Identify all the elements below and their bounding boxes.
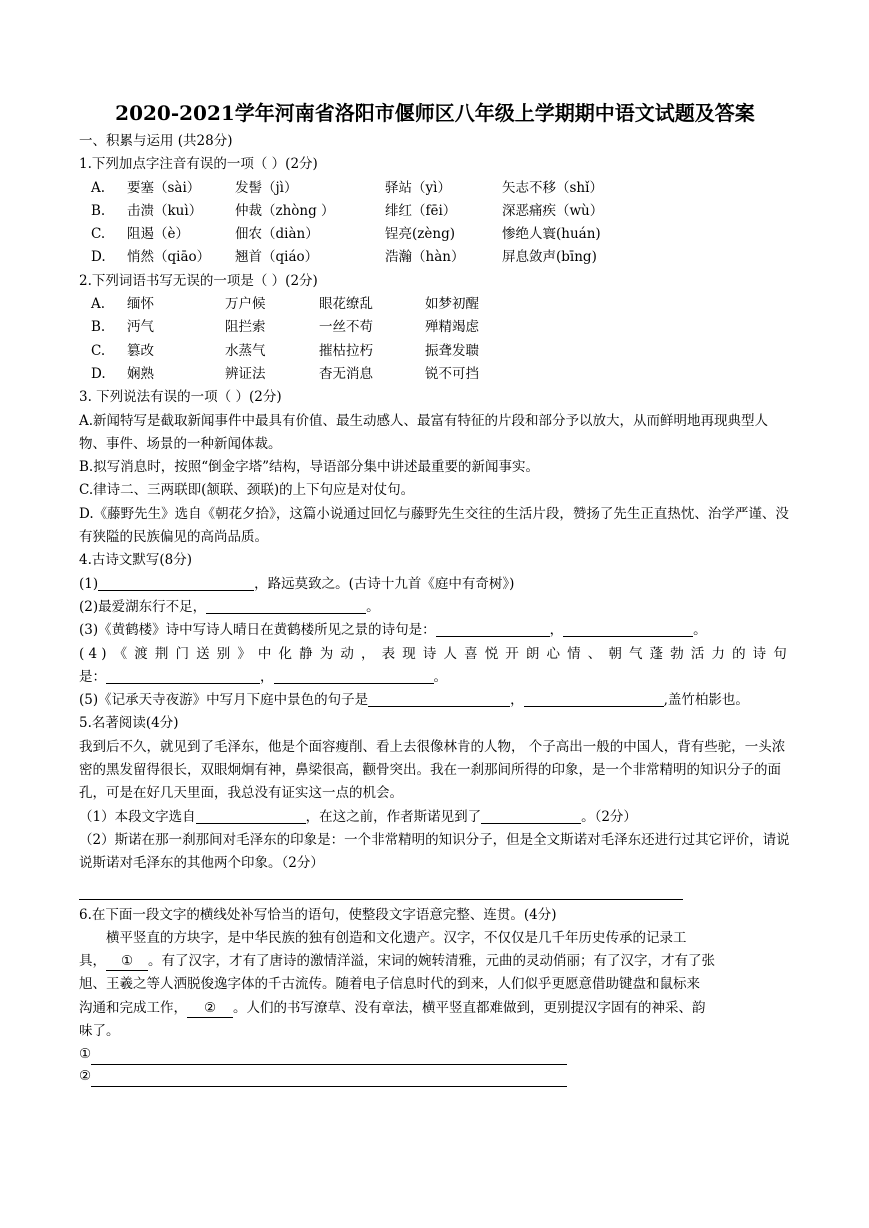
- option-item: 万户候: [225, 296, 266, 313]
- option-label: C.: [91, 342, 106, 359]
- answer-blank[interactable]: [98, 574, 254, 591]
- option-item: 屏息敛声(bīng): [502, 249, 597, 266]
- question-2-stem: 2.下列词语书写无误的一项是（ ）(2分): [79, 272, 318, 289]
- answer-row-1: [79, 1043, 791, 1065]
- q3-option-c: C.律诗二、三两联即(颔联、颈联)的上下句应是对仗句。: [79, 482, 415, 499]
- q5-passage: 我到后不久，就见到了毛泽东，他是个面容瘦削、看上去很像林肯的人物， 个子高出一般的中国人，背有些驼，一头浓密的黑发留得很长，双眼炯炯有神，鼻梁很高，颧骨突出。我在一刹那间所得的印象，是一个非常精明的知识分子的面孔，可是在好几天里面，我总没有证实这一点的机会。: [79, 738, 786, 802]
- q1-option-b: [79, 200, 791, 223]
- q4-line-3: [79, 619, 791, 642]
- option-item: 要塞（sài）: [127, 179, 201, 196]
- answer-label: ②: [79, 1068, 92, 1085]
- option-item: 惨绝人寰(huán): [502, 226, 601, 243]
- line-text: 。有了汉字，才有了唐诗的激情洋溢，宋词的婉转清雅，元曲的灵动俏丽；有了汉字，才有了张: [148, 953, 715, 970]
- option-item: 阻拦索: [225, 319, 266, 336]
- line-text: ，: [510, 692, 524, 709]
- line-text: 是：: [79, 668, 106, 685]
- option-item: 锐不可挡: [425, 365, 479, 382]
- option-label: A.: [91, 296, 106, 313]
- question-6-stem: 6.在下面一段文字的横线处补写恰当的语句，使整段文字语意完整、连贯。(4分): [79, 906, 557, 923]
- option-item: 如梦初醒: [425, 296, 479, 313]
- blank-marker-2[interactable]: ②: [187, 999, 233, 1018]
- answer-line[interactable]: [91, 1070, 567, 1087]
- line-text: 。: [433, 668, 447, 685]
- answer-blank[interactable]: [481, 807, 581, 824]
- q3-option-a: A.新闻特写是截取新闻事件中最具有价值、最生动感人、最富有特征的片段和部分予以放大，从而鲜明地再现典型人物、事件、场景的一种新闻体裁。: [79, 412, 769, 452]
- q4-line-2: [79, 596, 791, 619]
- q6-line-5: 味了。: [79, 1022, 120, 1039]
- option-item: 矢志不移（shǐ）: [502, 179, 603, 196]
- exam-page: [79, 100, 791, 1087]
- line-text: ,盖竹柏影也。: [663, 692, 749, 709]
- question-3-stem: 3. 下列说法有误的一项（ ）(2分): [79, 389, 282, 406]
- q2-option-b: [79, 316, 791, 339]
- answer-blank[interactable]: [563, 620, 693, 637]
- line-text: 沟通和完成工作，: [79, 999, 187, 1016]
- answer-blank[interactable]: [368, 690, 510, 707]
- option-item: 驿站（yì）: [385, 179, 451, 196]
- option-item: 眼花缭乱: [319, 296, 373, 313]
- line-text: (2)最爱湖东行不足，: [79, 598, 207, 615]
- line-text: 。（2分）: [581, 808, 637, 825]
- option-label: D.: [91, 249, 106, 266]
- answer-blank[interactable]: [106, 667, 260, 684]
- option-item: 摧枯拉朽: [319, 342, 373, 359]
- q1-option-c: [79, 223, 791, 246]
- q6-line-4: [79, 997, 791, 1020]
- option-item: 浩瀚（hàn）: [385, 249, 465, 266]
- answer-row-2: [79, 1065, 791, 1087]
- option-item: 佃农（diàn）: [235, 226, 319, 243]
- q1-option-d: [79, 246, 791, 269]
- answer-blank[interactable]: [196, 807, 306, 824]
- option-label: B.: [91, 202, 106, 219]
- page-title: 2020-2021学年河南省洛阳市偃师区八年级上学期期中语文试题及答案: [115, 101, 755, 125]
- section-heading: 一、积累与运用 (共28分): [79, 133, 233, 149]
- option-item: 发髻（jì）: [235, 179, 298, 196]
- option-item: 击溃（kuì）: [127, 202, 203, 219]
- option-item: 殚精竭虑: [425, 319, 479, 336]
- q4-line-1: [79, 573, 791, 596]
- q3-option-b: B.拟写消息时，按照“倒金字塔”结构，导语部分集中讲述最重要的新闻事实。: [79, 459, 540, 476]
- option-item: 翘首（qiáo）: [235, 249, 319, 266]
- option-item: 振聋发聩: [425, 342, 479, 359]
- q6-line-2: [79, 950, 791, 973]
- q5-sub-1: [79, 806, 791, 829]
- q4-line-5: [79, 689, 791, 712]
- option-item: 娴熟: [127, 365, 154, 382]
- line-text: ，: [260, 668, 274, 685]
- q2-option-d: [79, 363, 791, 386]
- q5-sub-2: （2）斯诺在那一刹那间对毛泽东的印象是：一个非常精明的知识分子，但是全文斯诺对毛泽东还进行过其它评价，请说说斯诺对毛泽东的其他两个印象。（2分）: [79, 831, 790, 872]
- option-item: 悄然（qiāo）: [127, 249, 211, 266]
- q6-line-3: 旭、王羲之等人洒脱俊逸字体的千古流传。随着电子信息时代的到来，人们似乎更愿意借助键盘和鼠标来: [79, 976, 700, 993]
- q4-line-4b: [79, 666, 791, 689]
- line-text: (1): [79, 575, 99, 592]
- option-label: D.: [91, 365, 106, 382]
- line-text: (5)《记承天寺夜游》中写月下庭中景色的句子是: [79, 692, 369, 709]
- question-1-stem: 1.下列加点字注音有误的一项（ ）(2分): [79, 156, 318, 173]
- line-text: 。人们的书写潦草、没有章法，横平竖直都难做到，更别提汉字固有的神采、韵: [233, 999, 706, 1016]
- option-label: B.: [91, 319, 106, 336]
- line-text: ，在这之前，作者斯诺见到了: [305, 808, 482, 825]
- option-item: 缅怀: [127, 296, 154, 313]
- line-text: 。: [693, 622, 707, 639]
- option-item: 深恶痛疾（wù）: [502, 202, 604, 219]
- question-4-stem: 4.古诗文默写(8分): [79, 552, 193, 569]
- option-item: 辨证法: [225, 365, 266, 382]
- answer-blank[interactable]: [206, 597, 366, 614]
- option-label: A.: [91, 179, 106, 196]
- option-item: 沔气: [127, 319, 154, 336]
- answer-line[interactable]: [91, 1048, 567, 1065]
- line-text: ，路远莫致之。(古诗十九首《庭中有奇树》): [254, 575, 515, 592]
- q1-option-a: [79, 177, 791, 200]
- option-item: 绯红（fēi）: [385, 202, 457, 219]
- q2-option-c: [79, 340, 791, 363]
- option-label: C.: [91, 226, 106, 243]
- option-item: 一丝不苟: [319, 319, 373, 336]
- option-item: 锃亮(zèng): [385, 226, 455, 243]
- blank-marker-1[interactable]: ①: [106, 952, 148, 971]
- answer-blank[interactable]: [436, 620, 550, 637]
- option-item: 杳无消息: [319, 365, 373, 382]
- answer-blank[interactable]: [524, 690, 664, 707]
- q4-line-4: (4)《渡荆门送别》中化静为动，表现诗人喜悦开朗心情、朝气蓬勃活力的诗句: [79, 645, 791, 662]
- q2-option-a: [79, 293, 791, 316]
- answer-label: ①: [79, 1046, 92, 1063]
- option-item: 阻遏（è）: [127, 226, 189, 243]
- line-text: 。: [366, 598, 380, 615]
- line-text: （1）本段文字选自: [79, 808, 196, 825]
- line-text: ，: [549, 622, 564, 639]
- answer-blank[interactable]: [274, 667, 434, 684]
- option-item: 仲裁（zhòng ）: [235, 202, 335, 219]
- option-item: 水蒸气: [225, 342, 266, 359]
- option-item: 篡改: [127, 342, 154, 359]
- line-text: (3)《黄鹤楼》诗中写诗人晴日在黄鹤楼所见之景的诗句是：: [79, 622, 436, 639]
- q6-line-1: 横平竖直的方块字，是中华民族的独有创造和文化遗产。汉字，不仅仅是几千年历史传承的记录工: [106, 929, 687, 946]
- q3-option-d: D.《藤野先生》选自《朝花夕拾》，这篇小说通过回忆与藤野先生交往的生活片段，赞扬了先生正直热忱、治学严谨、没有狭隘的民族偏见的高尚品质。: [79, 505, 789, 546]
- question-5-stem: 5.名著阅读(4分): [79, 715, 179, 732]
- answer-line[interactable]: [79, 898, 683, 900]
- line-text: 具，: [79, 953, 106, 970]
